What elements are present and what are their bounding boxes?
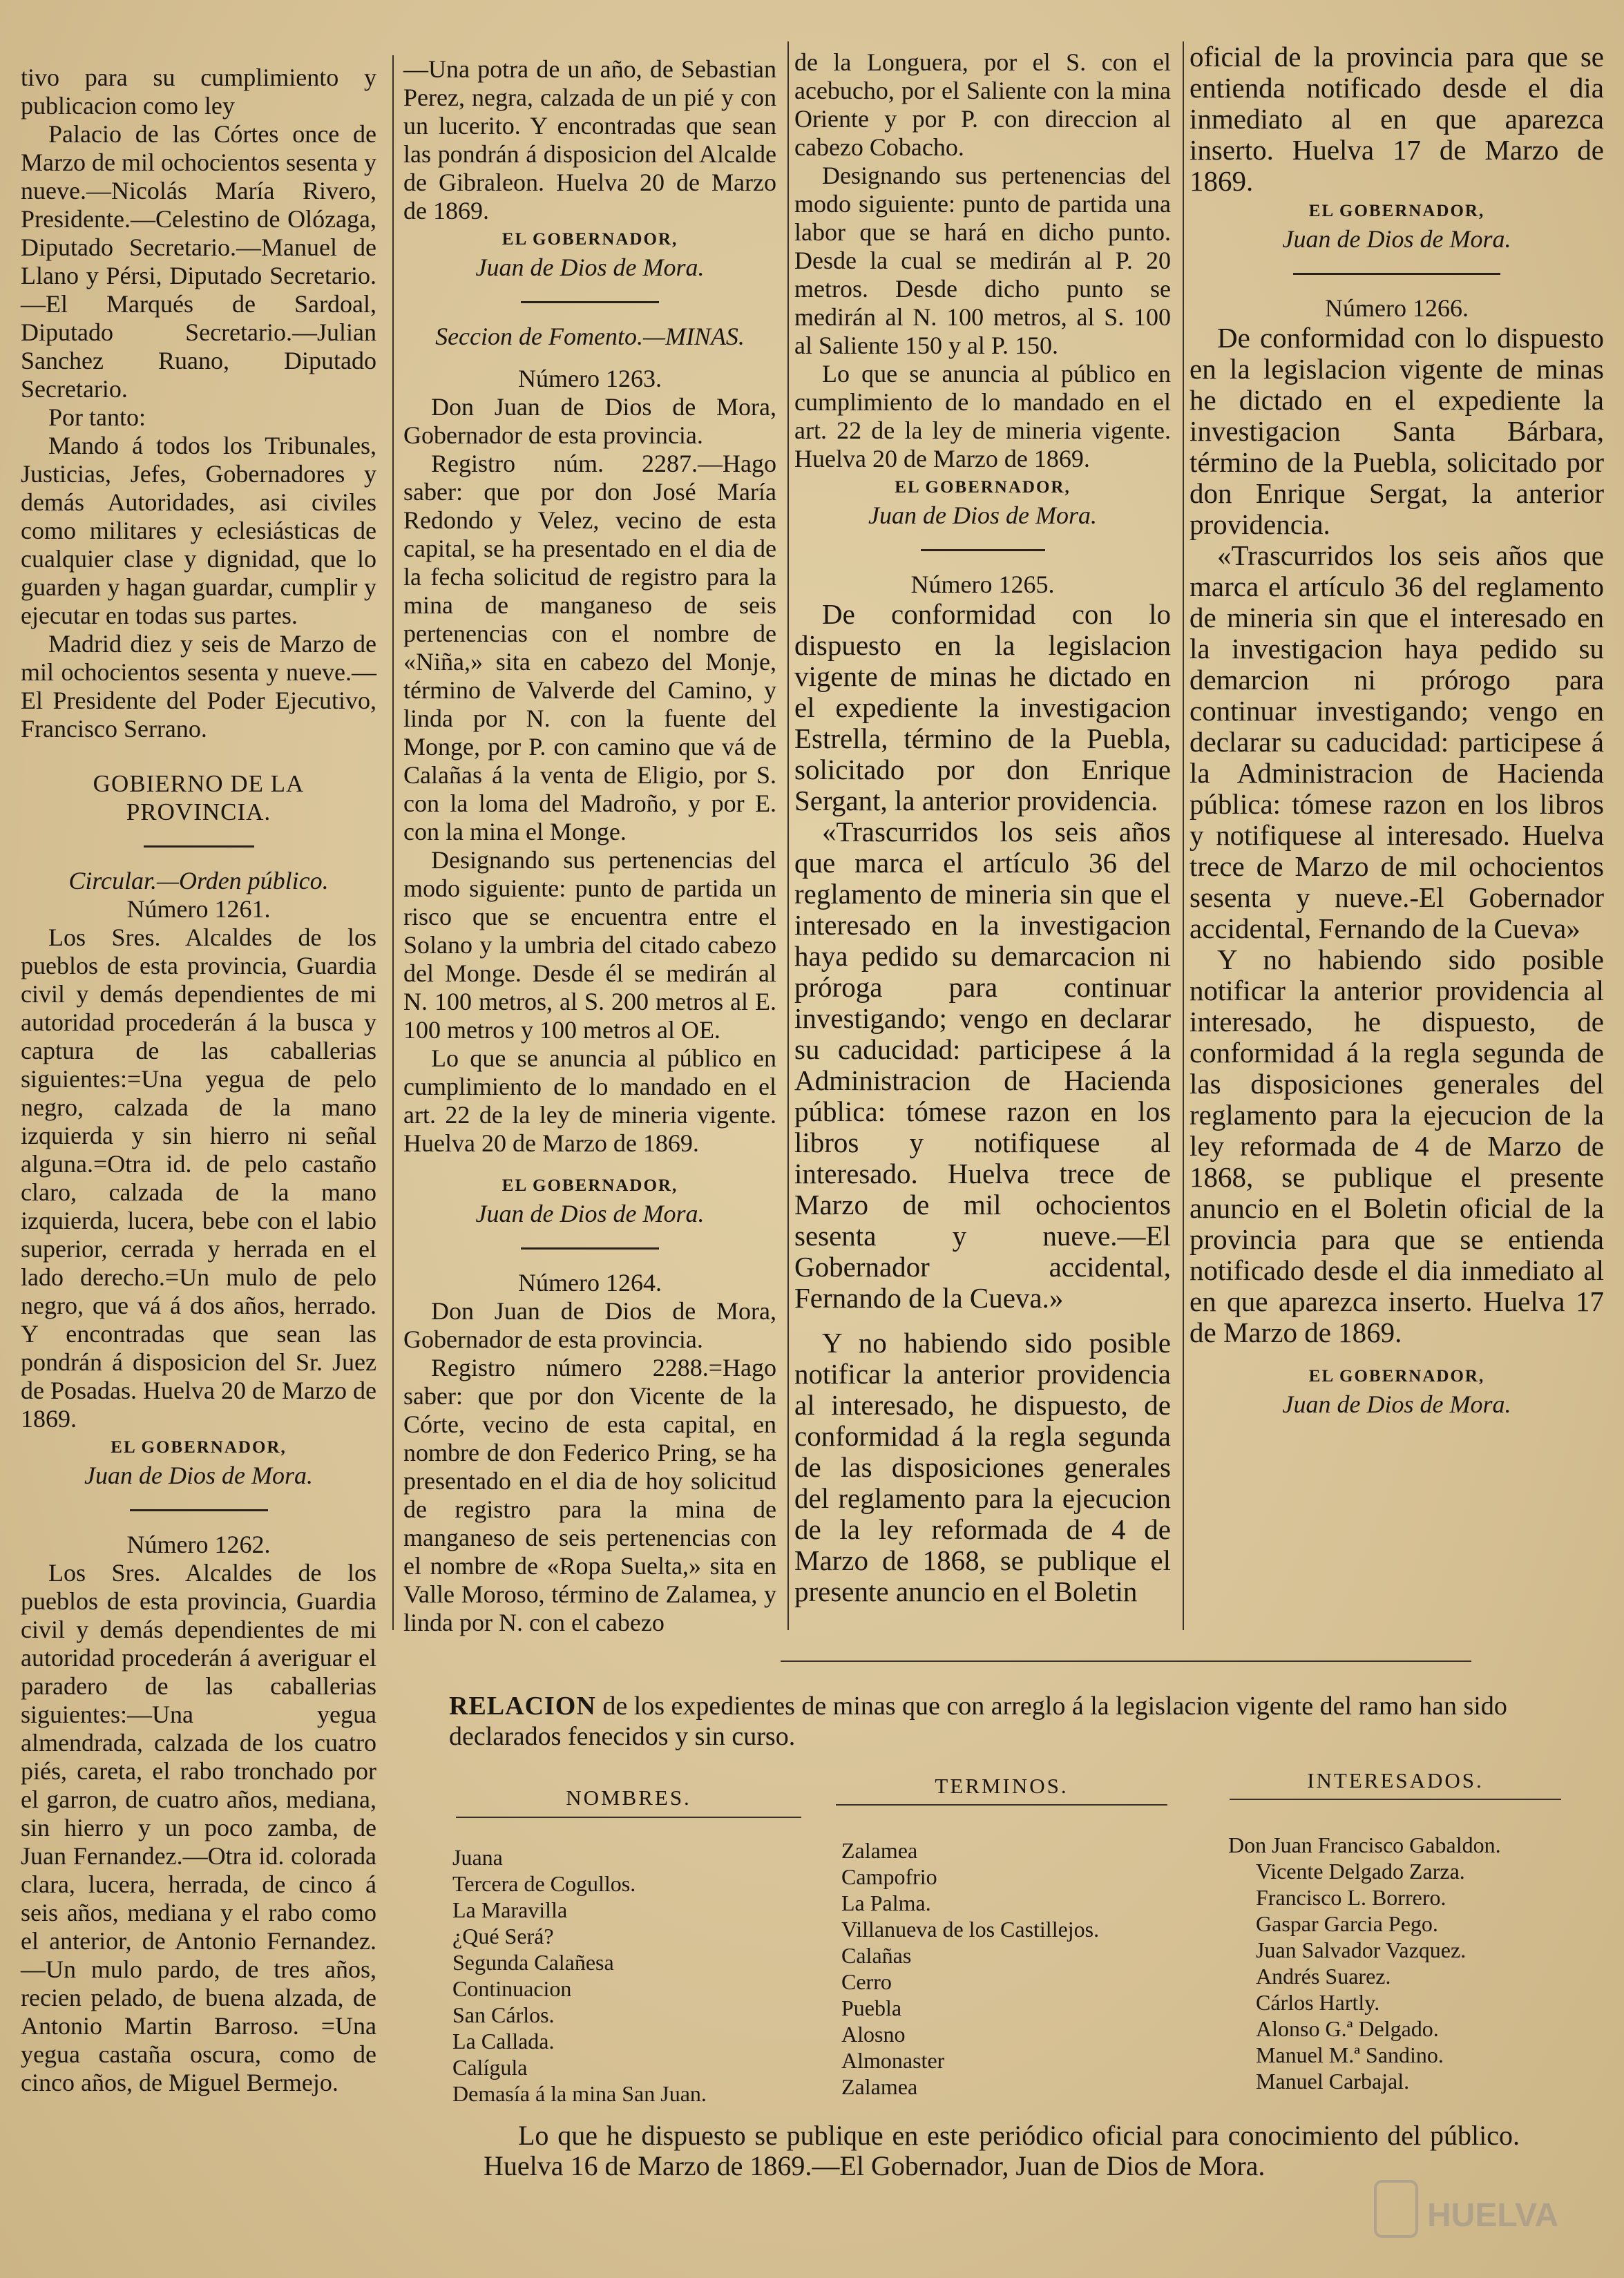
- relacion-interesado-row: Vicente Delgado Zarza.: [1256, 1859, 1465, 1884]
- relacion-terminos-list: [841, 1837, 1187, 2100]
- relacion-termino-row: Villanueva de los Castillejos.: [841, 1917, 1100, 1942]
- notice-text: «Trascurridos los seis años que marca el artículo 36 del reglamento de mineria sin que el interesado en la investigacion haya pedido su demarcion ni prórogo para continuar investigando; vengo en declarar su caducidad: participese á la Administracion de Hacienda pública: tómese razon en los libros y notifiquese al interesado. Huelva trece de Marzo de mil ochocientos sesenta y nueve.-El Gobernador accidental, Fernando de la Cueva»: [1190, 539, 1604, 944]
- notice-number: Número 1263.: [518, 365, 662, 392]
- notice-text: De conformidad con lo dispuesto en la legislacion vigente de minas he dictado en el expediente la investigacion Santa Bárbara, término de la Puebla, solicitado por don Enrique Sergat, la anterior providencia.: [1190, 322, 1604, 540]
- header-rule: [1230, 1799, 1561, 1800]
- header-rule: [836, 1804, 1167, 1806]
- relacion-interesado-row: Manuel Carbajal.: [1256, 2069, 1410, 2094]
- relacion-nombre-row: Segunda Calañesa: [452, 1950, 614, 1975]
- relacion-title: [449, 1691, 1596, 1752]
- watermark-text: HUELVA: [1427, 2197, 1559, 2234]
- notice-number: Número 1262.: [126, 1531, 271, 1558]
- signature-title: EL GOBERNADOR,: [1308, 1367, 1485, 1386]
- column-divider: [392, 55, 394, 1630]
- column-2: [403, 55, 776, 1637]
- relacion-termino-row: Zalamea: [841, 1838, 918, 1863]
- relacion-nombres-list: [452, 1844, 812, 2107]
- signature-title: EL GOBERNADOR,: [1308, 202, 1485, 220]
- text-paragraph: Por tanto:: [48, 403, 146, 431]
- signature-name: Juan de Dios de Mora.: [868, 501, 1097, 529]
- relacion-nombre-row: Continuacion: [452, 1976, 572, 2001]
- text-paragraph: —Una potra de un año, de Sebastian Perez, negra, calzada de un pié y con un lucerito. Y encontradas que sean las pondrán á disposicion del Alcalde de Gibraleon. Huelva 20 de Marzo de 1869.: [403, 55, 776, 224]
- notice-issuer: Don Juan de Dios de Mora, Gobernador de esta provincia.: [403, 1297, 776, 1353]
- notice-text: Designando sus pertenencias del modo siguiente: punto de partida un risco que se encuentra entre el Solano y la umbria del citado cabezo del Monge. Desde él se medirán al N. 100 metros, al S. 200 metros al E. 100 metros y 100 metros al OE.: [403, 846, 776, 1044]
- column-divider: [787, 41, 789, 1630]
- divider: [130, 1509, 268, 1511]
- relacion-nombre-row: Juana: [452, 1845, 503, 1870]
- relacion-termino-row: Cerro: [841, 1969, 892, 1994]
- divider: [921, 549, 1045, 551]
- notice-text: Los Sres. Alcaldes de los pueblos de esta provincia, Guardia civil y demás dependientes de mi autoridad procederán á averiguar el paradero de las caballerias siguientes:—Una yegua almendrada, calzada de los cuatro piés, careta, el rabo tronchado por el garron, de cuatro años, mediana, sin hierro y un poco zamba, de Juan Fernandez.—Otra id. colorada clara, lucera, herrada, de cinco á seis años, mediana y el rabo como el anterior, de Antonio Fernandez.—Un mulo pardo, de tres años, recien pelado, de buena alzada, de Antonio Martin Barroso. =Una yegua castaña oscura, como de cinco años, de Miguel Bermejo.: [21, 1559, 376, 2096]
- divider: [144, 845, 254, 848]
- notice-issuer: Don Juan de Dios de Mora, Gobernador de esta provincia.: [403, 393, 776, 449]
- relacion-interesado-row: Francisco L. Borrero.: [1256, 1885, 1446, 1910]
- column-header-nombres: NOMBRES.: [566, 1786, 691, 1810]
- coat-of-arms-watermark: [1368, 2161, 1562, 2257]
- relacion-nombre-row: La Maravilla: [452, 1897, 568, 1922]
- notice-text: Registro número 2288.=Hago saber: que por don Vicente de la Córte, vecino de esta capital, en nombre de don Federico Pring, se ha presentado en el dia de hoy solicitud de registro para la mina de manganeso de seis pertenencias con el nombre de «Ropa Suelta,» sita en Valle Moroso, término de Zalamea, y linda por N. con el cabezo: [403, 1354, 776, 1636]
- relacion-title-lead: RELACION: [449, 1692, 596, 1721]
- relacion-nombre-row: ¿Qué Será?: [452, 1924, 554, 1949]
- notice-number: Número 1264.: [518, 1269, 662, 1296]
- relacion-title-text: de los expedientes de minas que con arreglo á la legislacion vigente del ramo han sido declarados fenecidos y sin curso.: [449, 1692, 1507, 1751]
- relacion-interesado-row: Juan Salvador Vazquez.: [1256, 1937, 1467, 1962]
- relacion-termino-row: Zalamea: [841, 2074, 918, 2099]
- signature-title: EL GOBERNADOR,: [501, 230, 678, 249]
- relacion-interesado-row: Andrés Suarez.: [1256, 1964, 1391, 1989]
- relacion-nombre-row: Demasía á la mina San Juan.: [452, 2081, 707, 2106]
- column-header-interesados: INTERESADOS.: [1307, 1768, 1484, 1792]
- signature-name: Juan de Dios de Mora.: [1282, 225, 1511, 253]
- section-heading: Seccion de Fomento.—MINAS.: [435, 323, 745, 350]
- text-paragraph: Mando á todos los Tribunales, Justicias, Jefes, Gobernadores y demás Autoridades, asi civiles como militares y eclesiásticas de cualquier clase y dignidad, que lo guarden y hagan guardar, cumplir y ejecutar en todas sus partes.: [21, 432, 376, 629]
- signature-name: Juan de Dios de Mora.: [475, 1200, 705, 1227]
- notice-number: Número 1265.: [910, 571, 1055, 598]
- relacion-nombre-row: Tercera de Cogullos.: [452, 1871, 636, 1896]
- section-subheading: Circular.—Orden público.: [68, 867, 329, 894]
- notice-number: Número 1266.: [1325, 294, 1469, 322]
- relacion-interesado-row: Alonso G.ª Delgado.: [1256, 2016, 1439, 2041]
- notice-text: Registro núm. 2287.—Hago saber: que por don José María Redondo y Velez, vecino de esta capital, se ha presentado en el dia de la fecha solicitud de registro para la mina de manganeso de seis pertenencias con el nombre de «Niña,» sita en cabezo del Monje, término de Valverde del Camino, y linda por N. con la fuente del Monge, por P. con camino que vá de Calañas á la venta de Eligio, por S. con la loma del Madroño, y por E. con la mina el Monge.: [403, 450, 776, 845]
- notice-text: Y no habiendo sido posible notificar la anterior providencia al interesado, he dispuesto, de conformidad á la regla segunda de las disposiciones generales del reglamento para la ejecucion de la ley reformada de 4 de Marzo de 1868, se publique el presente anuncio en el Boletin: [794, 1327, 1171, 1607]
- relacion-interesado-row: Cárlos Hartly.: [1256, 1990, 1380, 2015]
- section-heading: GOBIERNO DE LA PROVINCIA.: [93, 770, 305, 825]
- notice-text: «Trascurridos los seis años que marca el artículo 36 del reglamento de mineria sin que el interesado en la investigacion haya pedido su demarcacion ni próroga para continuar investigando; vengo en declarar su caducidad: participese á la Administracion de Hacienda pública: tómese razon en los libros y notifiquese al interesado. Huelva trece de Marzo de mil ochocientos sesenta y nueve.—El Gobernador accidental, Fernando de la Cueva.»: [794, 816, 1171, 1314]
- notice-text: Y no habiendo sido posible notificar la anterior providencia al interesado, he dispuesto, de conformidad á la regla segunda de las disposiciones generales del reglamento para la ejecucion de la ley reformada de 4 de Marzo de 1868, se publique el presente anuncio en el Boletin oficial de la provincia para que se entienda notificado desde el dia inmediato al en que aparezca inserto. Huelva 17 de Marzo de 1869.: [1190, 944, 1604, 1348]
- relacion-termino-row: La Palma.: [841, 1891, 931, 1915]
- notice-text: Los Sres. Alcaldes de los pueblos de esta provincia, Guardia civil y demás dependientes de mi autoridad procederán á la busca y captura de las caballerias siguientes:=Una yegua de pelo negro, calzada de la mano izquierda y sin hierro ni señal alguna.=Otra id. de pelo castaño claro, calzada de la mano izquierda, lucera, bebe con el labio superior, cerrada y herrada en el lado derecho.=Un mulo de pelo negro, que vá á dos años, herrado. Y encontradas que sean las pondrán á disposicion del Sr. Juez de Posadas. Huelva 20 de Marzo de 1869.: [21, 923, 376, 1433]
- signature-name: Juan de Dios de Mora.: [84, 1462, 313, 1489]
- text-paragraph: tivo para su cumplimiento y publicacion como ley: [21, 64, 376, 119]
- divider: [1293, 273, 1500, 275]
- column-4: [1190, 41, 1604, 1419]
- relacion-interesado-row: Manuel M.ª Sandino.: [1256, 2042, 1444, 2067]
- relacion-nombre-row: Calígula: [452, 2055, 528, 2080]
- notice-text: Lo que se anuncia al público en cumplimiento de lo mandado en el art. 22 de la ley de mineria vigente. Huelva 20 de Marzo de 1869.: [403, 1044, 776, 1157]
- relacion-footer: Lo que he dispuesto se publique en este periódico oficial para conocimiento del público. Huelva 16 de Marzo de 1869.—El Gobernador, Juan de Dios de Mora.: [484, 2120, 1520, 2181]
- text-paragraph: Palacio de las Córtes once de Marzo de mil ochocientos sesenta y nueve.—Nicolás María Rivero, Presidente.—Celestino de Olózaga, Diputado Secretario.—Manuel de Llano y Pérsi, Diputado Secretario.—El Marqués de Sardoal, Diputado Secretario.—Julian Sanchez Ruano, Diputado Secretario.: [21, 120, 376, 403]
- header-rule: [456, 1817, 801, 1818]
- divider: [521, 301, 659, 303]
- text-paragraph: de la Longuera, por el S. con el acebucho, por el Saliente con la mina Oriente y por P. con direccion al cabezo Cobacho.: [794, 48, 1171, 161]
- relacion-termino-row: Calañas: [841, 1943, 912, 1968]
- relacion-termino-row: Alosno: [841, 2022, 906, 2047]
- relacion-termino-row: Puebla: [841, 1995, 902, 2020]
- column-1: [21, 64, 376, 2097]
- relacion-nombre-row: La Callada.: [452, 2029, 555, 2054]
- column-header-terminos: TERMINOS.: [935, 1774, 1069, 1798]
- column-3: [794, 48, 1171, 1607]
- seal-shield-icon: [1375, 2181, 1417, 2237]
- text-paragraph: Madrid diez y seis de Marzo de mil ochocientos sesenta y nueve.—El Presidente del Poder Ejecutivo, Francisco Serrano.: [21, 630, 376, 743]
- relacion-interesado-row: Don Juan Francisco Gabaldon.: [1228, 1832, 1501, 1857]
- column-divider: [1183, 41, 1184, 1630]
- signature-title: EL GOBERNADOR,: [501, 1176, 678, 1195]
- relacion-termino-row: Campofrio: [841, 1864, 937, 1889]
- signature-name: Juan de Dios de Mora.: [1282, 1390, 1511, 1418]
- relacion-termino-row: Almonaster: [841, 2048, 945, 2073]
- divider: [521, 1247, 659, 1250]
- text-paragraph: oficial de la provincia para que se entienda notificado desde el dia inmediato al en que aparezca inserto. Huelva 17 de Marzo de 1869.: [1190, 41, 1604, 197]
- notice-text: De conformidad con lo dispuesto en la legislacion vigente de minas he dictado en el expediente la investigacion Estrella, término de la Puebla, solicitado por don Enrique Sergant, la anterior providencia.: [794, 598, 1171, 816]
- signature-title: EL GOBERNADOR,: [895, 478, 1071, 497]
- text-paragraph: Designando sus pertenencias del modo siguiente: punto de partida una labor que se hará en dicho punto. Desde la cual se medirán al P. 20 metros. Desde dicho punto se medirán al N. 100 metros, al S. 100 al Saliente 150 y al P. 150.: [794, 162, 1171, 359]
- section-rule: [781, 1660, 1471, 1662]
- signature-name: Juan de Dios de Mora.: [475, 253, 705, 281]
- relacion-interesados-list: [1228, 1832, 1587, 2094]
- relacion-interesado-row: Gaspar Garcia Pego.: [1256, 1911, 1438, 1936]
- text-paragraph: Lo que se anuncia al público en cumplimiento de lo mandado en el art. 22 de la ley de mineria vigente. Huelva 20 de Marzo de 1869.: [794, 360, 1171, 472]
- signature-title: EL GOBERNADOR,: [111, 1438, 287, 1457]
- relacion-nombre-row: San Cárlos.: [452, 2002, 555, 2027]
- notice-number: Número 1261.: [126, 895, 271, 923]
